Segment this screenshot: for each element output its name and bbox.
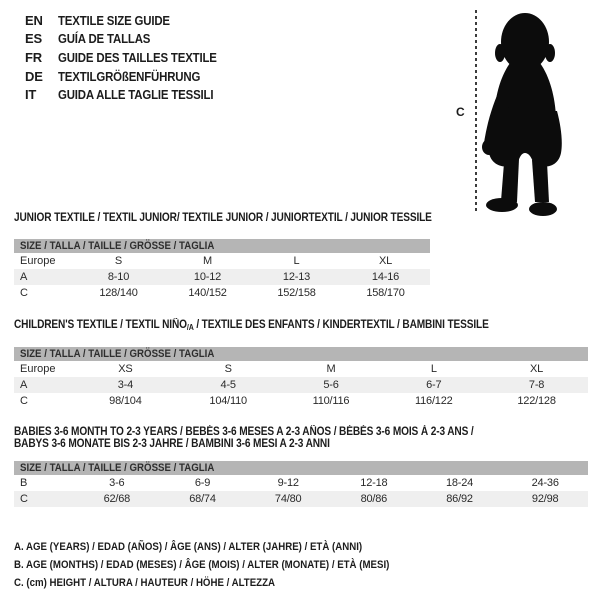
- table-cell: XS: [118, 363, 133, 375]
- language-row: [25, 48, 238, 67]
- language-title-text: TEXTILE SIZE GUIDE: [58, 12, 170, 28]
- row-label: Europe: [20, 363, 56, 375]
- children-title-part2: / TEXTILE DES ENFANTS / KINDERTEXTIL / BAMBINI TESSILE: [193, 319, 489, 331]
- junior-section-title: [14, 212, 489, 224]
- table-cell: 158/170: [366, 287, 405, 299]
- table-row: [14, 377, 588, 393]
- row-label: C: [20, 287, 28, 299]
- height-measure-dashed-line: [475, 10, 477, 211]
- babies-title-line2: BABYS 3-6 MONATE BIS 2-3 JAHRE / BAMBINI 3-6 MESI A 2-3 ANNI: [14, 438, 330, 450]
- table-cell: 116/122: [415, 395, 453, 407]
- table-cell: S: [114, 255, 123, 267]
- table-row: [14, 393, 588, 409]
- table-cell: 92/98: [531, 493, 559, 505]
- table-cell: 6-9: [194, 477, 211, 489]
- table-cell: 12-13: [282, 271, 311, 283]
- language-code: ES: [25, 31, 42, 47]
- language-title: [58, 69, 220, 84]
- children-title-text: [14, 319, 489, 332]
- table-cell: 9-12: [277, 477, 299, 489]
- language-title-text: TEXTILGRÖßENFÜHRUNG: [58, 68, 201, 84]
- babies-title-line1: BABIES 3-6 MONTH TO 2-3 YEARS / BEBÉS 3-6 MESES A 2-3 AÑOS / BÉBÉS 3-6 MOIS À 2-3 ANS /: [14, 426, 474, 438]
- footnote: [14, 538, 441, 556]
- table-cell: 10-12: [193, 271, 222, 283]
- row-label: C: [20, 493, 28, 505]
- table-cell: 8-10: [107, 271, 130, 283]
- table-cell: S: [224, 363, 232, 375]
- children-size-table: [14, 347, 588, 409]
- table-cell: M: [326, 363, 336, 375]
- language-row: [25, 11, 238, 30]
- footnote-text: C. (cm) HEIGHT / ALTURA / HAUTEUR / HÖHE / ALTEZZA: [14, 577, 276, 590]
- table-cell: 18-24: [445, 477, 474, 489]
- row-label: A: [20, 379, 28, 391]
- table-cell: 110/116: [312, 395, 350, 407]
- footnote: [14, 556, 441, 574]
- table-cell: 3-6: [109, 477, 125, 489]
- size-header-bar: [14, 347, 588, 361]
- language-title-text: GUIDA ALLE TAGLIE TESSILI: [58, 87, 214, 103]
- row-label: A: [20, 271, 28, 283]
- size-header-text: SIZE / TALLA / TAILLE / GRÖSSE / TAGLIA: [20, 462, 215, 474]
- language-code: DE: [25, 68, 43, 84]
- language-title-text: GUIDE DES TAILLES TEXTILE: [58, 49, 217, 65]
- table-row: [14, 253, 430, 269]
- language-title: [58, 87, 235, 102]
- table-cell: 104/110: [209, 395, 247, 407]
- table-cell: L: [430, 363, 437, 375]
- table-cell: 122/128: [517, 395, 556, 407]
- table-cell: 80/86: [360, 493, 388, 505]
- baby-silhouette-icon: [480, 5, 600, 220]
- table-row: [14, 269, 430, 285]
- table-row: [14, 361, 588, 377]
- table-cell: XL: [378, 255, 393, 267]
- table-cell: 62/68: [103, 493, 131, 505]
- children-title-part1: CHILDREN'S TEXTILE / TEXTIL NIÑO: [14, 319, 187, 331]
- junior-title-text: JUNIOR TEXTILE / TEXTIL JUNIOR/ TEXTILE JUNIOR / JUNIORTEXTIL / JUNIOR TESSILE: [14, 212, 432, 224]
- language-row: [25, 67, 238, 86]
- table-cell: 86/92: [446, 493, 473, 505]
- table-cell: 3-4: [117, 379, 134, 391]
- table-row: [14, 285, 430, 301]
- footnote-text: B. AGE (MONTHS) / EDAD (MESES) / ÂGE (MOIS) / ALTER (MONATE) / ETÀ (MESI): [14, 559, 390, 572]
- table-cell: 14-16: [371, 271, 400, 283]
- table-row: [14, 475, 588, 491]
- table-cell: M: [203, 255, 212, 267]
- table-cell: 24-36: [531, 477, 559, 489]
- language-title: [58, 31, 163, 46]
- table-cell: 5-6: [323, 379, 339, 391]
- row-label: Europe: [20, 255, 56, 267]
- table-cell: XL: [530, 363, 544, 375]
- table-cell: 74/80: [274, 493, 302, 505]
- children-title-sub: /A: [186, 323, 194, 332]
- size-header-text: SIZE / TALLA / TAILLE / GRÖSSE / TAGLIA: [20, 348, 215, 360]
- table-cell: 152/158: [277, 287, 316, 299]
- height-measure-label: C: [456, 105, 465, 119]
- language-code: FR: [25, 49, 42, 65]
- language-title: [58, 50, 238, 65]
- language-row: [25, 30, 238, 49]
- size-header-bar: [14, 239, 430, 253]
- size-header-bar: [14, 461, 588, 475]
- language-list: [25, 11, 238, 104]
- footnote: [14, 574, 441, 592]
- children-section-title: [14, 319, 553, 332]
- row-label: B: [20, 477, 28, 489]
- row-label: C: [20, 395, 28, 407]
- table-cell: 7-8: [528, 379, 545, 391]
- table-cell: 98/104: [109, 395, 142, 407]
- size-header-text: SIZE / TALLA / TAILLE / GRÖSSE / TAGLIA: [20, 240, 215, 252]
- table-cell: 4-5: [220, 379, 236, 391]
- language-code: EN: [25, 12, 43, 28]
- table-cell: 140/152: [188, 287, 227, 299]
- language-row: [25, 85, 238, 104]
- table-cell: 6-7: [426, 379, 442, 391]
- language-title-text: GUÍA DE TALLAS: [58, 31, 151, 47]
- table-cell: 68/74: [189, 493, 216, 505]
- table-cell: 12-18: [360, 477, 388, 489]
- footnote-text: A. AGE (YEARS) / EDAD (AÑOS) / ÂGE (ANS) / ALTER (JAHRE) / ETÀ (ANNI): [14, 541, 363, 553]
- table-cell: 128/140: [99, 287, 138, 299]
- babies-section-title: [14, 426, 536, 450]
- junior-size-table: [14, 239, 430, 301]
- table-row: [14, 491, 588, 507]
- language-code: IT: [25, 87, 37, 103]
- table-cell: L: [293, 255, 300, 267]
- footnote-list: [14, 538, 441, 593]
- language-title: [58, 13, 185, 28]
- babies-size-table: [14, 461, 588, 507]
